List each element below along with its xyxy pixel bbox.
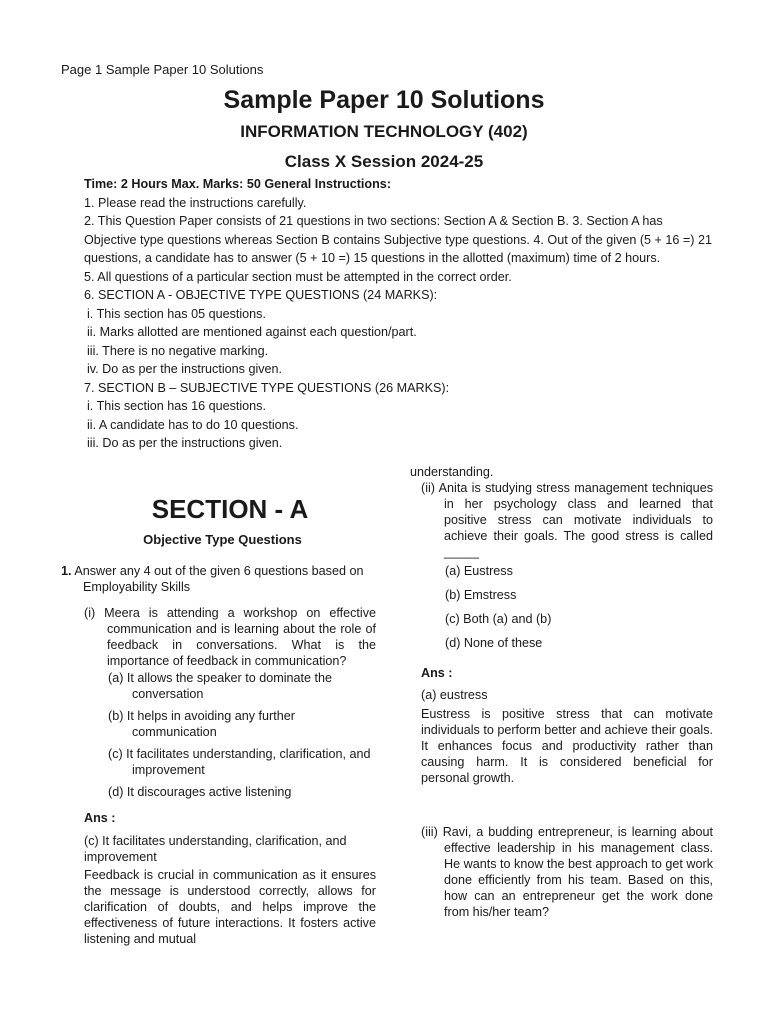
document-subtitle: INFORMATION TECHNOLOGY (402) (240, 122, 528, 141)
options-1-i (108, 670, 378, 800)
instruction-item: 6. SECTION A - OBJECTIVE TYPE QUESTIONS (24 MARKS): (84, 288, 438, 302)
sub-question-number: (ii) (421, 481, 435, 495)
instruction-item: 5. All questions of a particular section must be attempted in the correct order. (84, 269, 512, 284)
session-line: Class X Session 2024-25 (284, 152, 484, 171)
instruction-item: 1. Please read the instructions carefully. (84, 195, 307, 210)
section-a-heading: SECTION - A (151, 494, 309, 524)
instruction-item: iii. There is no negative marking. (87, 343, 269, 358)
sub-question-text: Meera is attending a workshop on effective communication and is learning about the role of feedback in conversations. What is the importance of feedback in communication? (104, 606, 376, 668)
question-text: Answer any 4 out of the given 6 questions based on Employability Skills (74, 564, 364, 594)
answer-label: Ans : (421, 666, 453, 680)
instruction-item: iii. Do as per the instructions given. (87, 436, 283, 450)
instruction-item: i. This section has 16 questions. (87, 399, 266, 413)
option-c: (c) Both (a) and (b) (445, 612, 552, 626)
answer-label: Ans : (84, 811, 116, 825)
instruction-item: i. This section has 05 questions. (87, 306, 266, 321)
instruction-item: ii. A candidate has to do 10 questions. (87, 417, 299, 432)
page-header: Page 1 Sample Paper 10 Solutions (61, 62, 264, 77)
instruction-item: 7. SECTION B – SUBJECTIVE TYPE QUESTIONS (26 MARKS): (84, 380, 450, 395)
general-instructions (84, 175, 714, 453)
question-1-ii (421, 480, 713, 560)
question-number: 1. (61, 564, 72, 578)
section-a-subheading: Objective Type Questions (143, 532, 302, 547)
option-a: (a) It allows the speaker to dominate the conversation (108, 671, 333, 701)
instructions-heading: Time: 2 Hours Max. Marks: 50 General Instructions: (84, 177, 392, 191)
answer-explanation-continued: understanding. (410, 465, 494, 479)
option-b: (b) It helps in avoiding any further communication (108, 709, 295, 739)
question-1-iii (421, 824, 713, 920)
instruction-item: iv. Do as per the instructions given. (87, 362, 283, 376)
answer-explanation: Feedback is crucial in communication as it ensures the message is understood correctly, allows for clarification of doubts, and helps improve the effectiveness of future interactions. It fosters active listening and mutual (84, 868, 376, 946)
instruction-item: ii. Marks allotted are mentioned against each question/part. (87, 325, 417, 339)
answer-text: (a) eustress (421, 688, 488, 702)
answer-explanation: Eustress is positive stress that can motivate individuals to perform better and achieve their goals. It enhances focus and productivity rather than causing harm. It is considered beneficial for personal growth. (421, 707, 713, 785)
sub-question-number: (i) (84, 606, 96, 620)
option-d: (d) None of these (445, 636, 543, 650)
question-1 (61, 563, 381, 595)
option-d: (d) It discourages active listening (108, 785, 292, 799)
question-1-i (84, 605, 376, 669)
answer-text: (c) It facilitates understanding, clarification, and improvement (84, 834, 347, 864)
option-b: (b) Emstress (445, 588, 517, 602)
options-1-ii (445, 563, 705, 651)
option-c: (c) It facilitates understanding, clarification, and improvement (108, 747, 371, 777)
option-a: (a) Eustress (445, 564, 513, 578)
sub-question-text: Ravi, a budding entrepreneur, is learning about effective leadership in his management class. He wants to know the best approach to get work done efficiently from his team. Based on this, how can an entrepreneur get the work done from his/her team? (442, 825, 713, 919)
sub-question-text: Anita is studying stress management techniques in her psychology class and learned that positive stress can motivate individuals to achieve their goals. The good stress is called _____ (438, 481, 713, 559)
sub-question-number: (iii) (421, 825, 438, 839)
instruction-item: 2. This Question Paper consists of 21 questions in two sections: Section A & Section B. 3. Section A has Objective type questions whereas Section B contains Subjective type questions. 4. Out of the given (5 + 16 =) 21 questions, a candidate has to answer (5 + 10 =) 15 questions in the allotted (maximum) time of 2 hours. (84, 214, 712, 265)
document-title: Sample Paper 10 Solutions (223, 86, 545, 114)
